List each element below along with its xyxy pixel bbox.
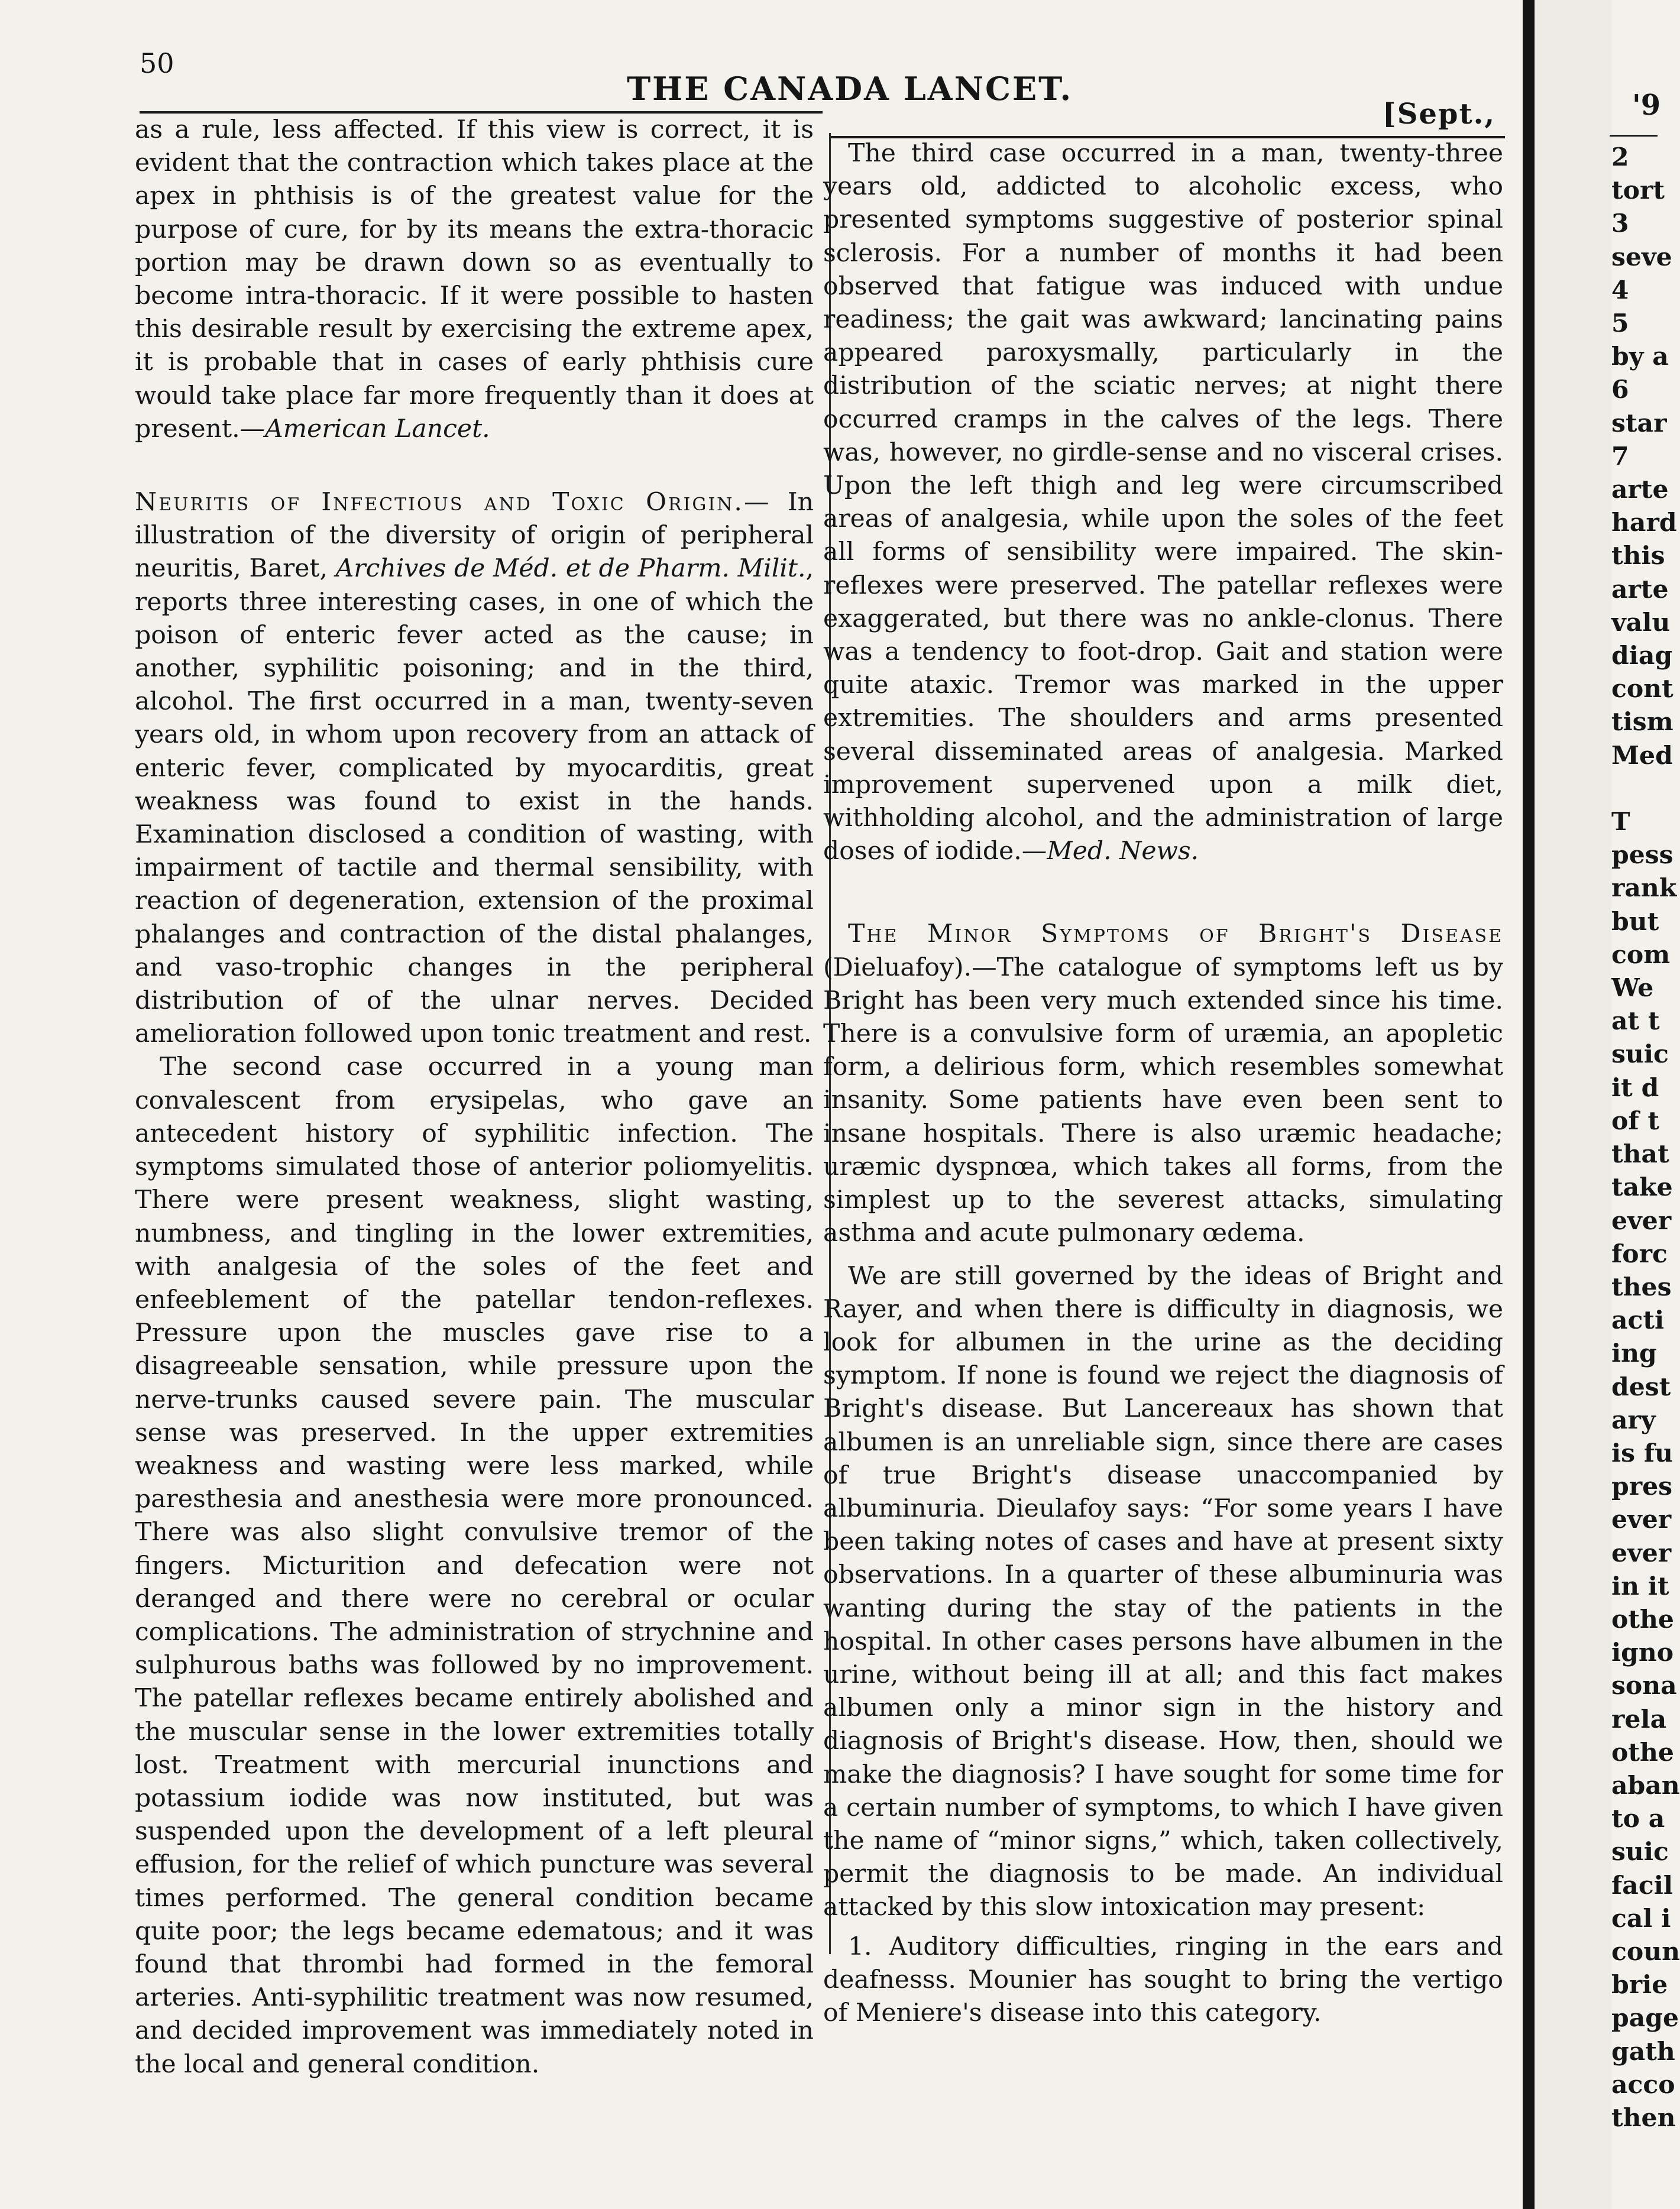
adjacent-line-fragment: 6	[1611, 375, 1629, 405]
adjacent-line-fragment: take	[1611, 1172, 1673, 1203]
adjacent-line-fragment: cont	[1611, 674, 1673, 704]
adjacent-line-fragment: diag	[1611, 641, 1673, 671]
adjacent-line-fragment: cal i	[1611, 1903, 1671, 1933]
adjacent-page-edge	[1535, 0, 1611, 2209]
adjacent-line-fragment: acti	[1611, 1306, 1665, 1336]
adjacent-line-fragment: then	[1611, 2103, 1676, 2133]
page-number: 50	[140, 47, 174, 79]
adjacent-line-fragment: arte	[1611, 574, 1669, 604]
adjacent-line-fragment: seve	[1611, 242, 1672, 272]
adjacent-line-fragment: is fu	[1611, 1438, 1673, 1468]
adjacent-line-fragment: othe	[1611, 1737, 1674, 1767]
adjacent-line-fragment: but	[1611, 906, 1659, 937]
adjacent-line-fragment: gath	[1611, 2036, 1675, 2067]
adjacent-line-fragment: suic	[1611, 1039, 1669, 1070]
source-american-lancet: —American Lancet.	[239, 414, 490, 443]
adjacent-line-fragment: othe	[1611, 1604, 1674, 1634]
adjacent-line-fragment: by a	[1611, 342, 1669, 372]
adjacent-line-fragment: dest	[1611, 1372, 1671, 1402]
paragraph-third-case: The third case occurred in a man, twenty-three years old, addicted to alcoholic excess, who presented symptoms suggestive of posterior spinal sclerosis. For a number of months it had been observed that fatigue was induced with undue readiness; the gait was awkward; lancinating pains appeared paroxysmally, particularly in the distribution of the sciatic nerves; at night there occurred cramps in the calves of the legs. There was, however, no girdle-sense and no visceral crises. Upon the left thigh and leg were circumscribed areas of analgesia, while upon the soles of the feet all forms of sensibility were impaired. The skin-reflexes were preserved. The patellar reflexes were exaggerated, but there was no ankle-clonus. There was a tendency to foot-drop. Gait and station were quite ataxic. Tremor was marked in the upper extremities. The shoulders and arms presented several disseminated areas of analgesia. Marked improvement supervened upon a milk diet, withholding alcohol, and the administration of large doses of iodide.—Med. News.	[823, 139, 1503, 866]
paragraph-albumen: We are still governed by the ideas of Bright and Rayer, and when there is difficulty in diagnosis, we look for albumen in the urine as the deciding symptom. If none is found we reject the diagnosis of Bright's disease. But Lancereaux has shown that albumen is an unreliable sign, since there are cases of true Bright's disease unaccompanied by albuminuria. Dieulafoy says: “For some years I have been taking notes of cases and have at present sixty observations. In a quarter of these albuminuria was wanting during the stay of the patients in the hospital. In other cases persons have albumen in the urine, without being ill at all; and this fact makes albumen only a minor sign in the history and diagnosis of Bright's disease. How, then, should we make the diagnosis? I have sought for some time for a certain number of symptoms, to which I have given the name of “minor signs,” which, taken collectively, permit the diagnosis to be made. An individual attacked by this slow intoxication may present:	[823, 1261, 1503, 1922]
adjacent-line-fragment: 4	[1611, 275, 1629, 305]
adjacent-line-fragment: brie	[1611, 1970, 1668, 2000]
paragraph-second-case: The second case occurred in a young man convalescent from erysipelas, who gave an antecedent history of syphilitic infection. The symptoms simulated those of anterior poliomyelitis. There were present weakness, slight wasting, numbness, and tingling in the lower extremities, with analgesia of the soles of the feet and enfeeblement of the patellar tendon-reflexes. Pressure upon the muscles gave rise to a disagreeable sensation, while pressure upon the nerve-trunks caused severe pain. The muscular sense was preserved. In the upper extremities weakness and wasting were less marked, while paresthesia and anesthesia were more pronounced. There was also slight convulsive tremor of the fingers. Micturition and defecation were not deranged and there were no cerebral or ocular complications. The administration of strychnine and sulphurous baths was followed by no improvement. The patellar reflexes became entirely abolished and the muscular sense in the lower extremities totally lost. Treatment with mercurial inunctions and potassium iodide was now instituted, but was suspended upon the development of a left pleural effusion, for the relief of which puncture was several times performed. The general condition became quite poor; the legs became edematous; and it was found that thrombi had formed in the femoral arteries. Anti-syphilitic treatment was now resumed, and decided improvement was immediately noted in the local and general condition.	[135, 1052, 814, 2079]
adjacent-line-fragment: 2	[1611, 142, 1629, 172]
adjacent-line-fragment: in it	[1611, 1571, 1669, 1601]
adjacent-line-fragment: tism	[1611, 707, 1673, 737]
adjacent-line-fragment: to a	[1611, 1804, 1665, 1834]
adjacent-line-fragment: com	[1611, 940, 1671, 970]
adjacent-line-fragment: pess	[1611, 840, 1673, 870]
running-date: [Sept.,	[1383, 98, 1496, 131]
adjacent-line-fragment: facil	[1611, 1870, 1673, 1900]
adjacent-line-fragment: 7	[1611, 441, 1629, 471]
adjacent-line-fragment: rela	[1611, 1704, 1667, 1734]
adjacent-line-fragment: T	[1611, 807, 1630, 837]
adjacent-line-fragment: arte	[1611, 475, 1669, 505]
adjacent-line-fragment: Med	[1611, 740, 1673, 770]
right-column	[823, 137, 1503, 2030]
adjacent-line-fragment: tort	[1611, 176, 1665, 206]
heading-neuritis: Neuritis of Infectious and Toxic Origin.	[135, 488, 744, 517]
adjacent-line-fragment: thes	[1611, 1272, 1672, 1302]
adjacent-page-fragments	[1611, 141, 1680, 2134]
adjacent-line-fragment: ary	[1611, 1405, 1656, 1435]
source-med-news: —Med. News.	[1021, 837, 1199, 866]
adjacent-line-fragment: ever	[1611, 1206, 1672, 1236]
adjacent-line-fragment: coun	[1611, 1936, 1680, 1967]
adjacent-line-fragment: hard	[1611, 508, 1677, 538]
paragraph-phthisis: as a rule, less affected. If this view is correct, it is evident that the contraction which takes place at the apex in phthisis is of the greatest value for the purpose of cure, for by its means the extra-thoracic portion may be drawn down so as eventually to become intra-thoracic. If it were possible to hasten this desirable result by exercising the extreme apex, it is probable that in cases of early phthisis cure would take place far more frequently than it does at present.—American Lancet.	[135, 115, 814, 443]
adjacent-page-number-fragment: '9	[1632, 89, 1661, 122]
adjacent-page-rule	[1610, 135, 1658, 137]
adjacent-line-fragment: this	[1611, 541, 1665, 571]
adjacent-line-fragment: valu	[1611, 607, 1671, 637]
adjacent-line-fragment: it d	[1611, 1073, 1659, 1103]
adjacent-line-fragment: ing	[1611, 1339, 1657, 1369]
adjacent-line-fragment: of t	[1611, 1106, 1660, 1136]
adjacent-line-fragment: sona	[1611, 1671, 1677, 1701]
heading-brights: The Minor Symptoms of Bright's Disease	[848, 919, 1503, 949]
adjacent-line-fragment: suic	[1611, 1837, 1669, 1867]
adjacent-line-fragment: acco	[1611, 2069, 1675, 2100]
adjacent-line-fragment	[1611, 772, 1680, 805]
adjacent-line-fragment: We	[1611, 973, 1654, 1003]
adjacent-line-fragment: that	[1611, 1139, 1669, 1170]
article-brights: The Minor Symptoms of Bright's Disease (Dieluafoy).—The catalogue of symptoms left us by Bright has been very much extended since his time. There is a convulsive form of uræmia, an apopletic form, a delirious form, which resembles somewhat insanity. Some patients have even been sent to insane hospitals. There is also uræmic headache; uræmic dyspnœa, which takes all forms, from the simplest up to the severest attacks, simulating asthma and acute pulmonary œdema.	[823, 919, 1503, 1248]
adjacent-line-fragment: igno	[1611, 1638, 1674, 1668]
adjacent-line-fragment: star	[1611, 408, 1667, 438]
adjacent-line-fragment: aban	[1611, 1770, 1680, 1800]
binding-gutter	[1523, 0, 1535, 2209]
adjacent-line-fragment: page	[1611, 2003, 1679, 2033]
adjacent-line-fragment: pres	[1611, 1472, 1673, 1502]
adjacent-line-fragment: at t	[1611, 1006, 1660, 1037]
adjacent-line-fragment: forc	[1611, 1239, 1668, 1269]
adjacent-line-fragment: 3	[1611, 209, 1629, 239]
article-neuritis: Neuritis of Infectious and Toxic Origin.— In illustration of the diversity of origin of peripheral neuritis, Baret, Archives de Méd. et de Pharm. Milit., reports three interesting cases, in one of which the poison of enteric fever acted as the cause; in another, syphilitic poisoning; and in the third, alcohol. The first occurred in a man, twenty-seven years old, in whom upon recovery from an attack of enteric fever, complicated by myocarditis, great weakness was found to exist in the hands. Examination disclosed a condition of wasting, with impairment of tactile and thermal sensibility, with reaction of degeneration, extension of the proximal phalanges and contraction of the distal phalanges, and vaso-trophic changes in the peripheral distribution of of the ulnar nerves. Decided amelioration followed upon tonic treatment and rest.	[135, 488, 814, 1049]
adjacent-line-fragment: rank	[1611, 873, 1677, 903]
list-item-auditory: 1. Auditory difficulties, ringing in the ears and deafnesss. Mounier has sought to bring the vertigo of Meniere's disease into this category.	[823, 1932, 1503, 2027]
journal-title: Archives de Méd. et de Pharm. Milit.	[335, 554, 806, 584]
adjacent-line-fragment: 5	[1611, 309, 1629, 339]
adjacent-line-fragment: ever	[1611, 1505, 1672, 1535]
adjacent-line-fragment: ever	[1611, 1538, 1672, 1568]
left-column	[135, 114, 814, 2081]
running-head: THE CANADA LANCET.	[627, 70, 1073, 108]
